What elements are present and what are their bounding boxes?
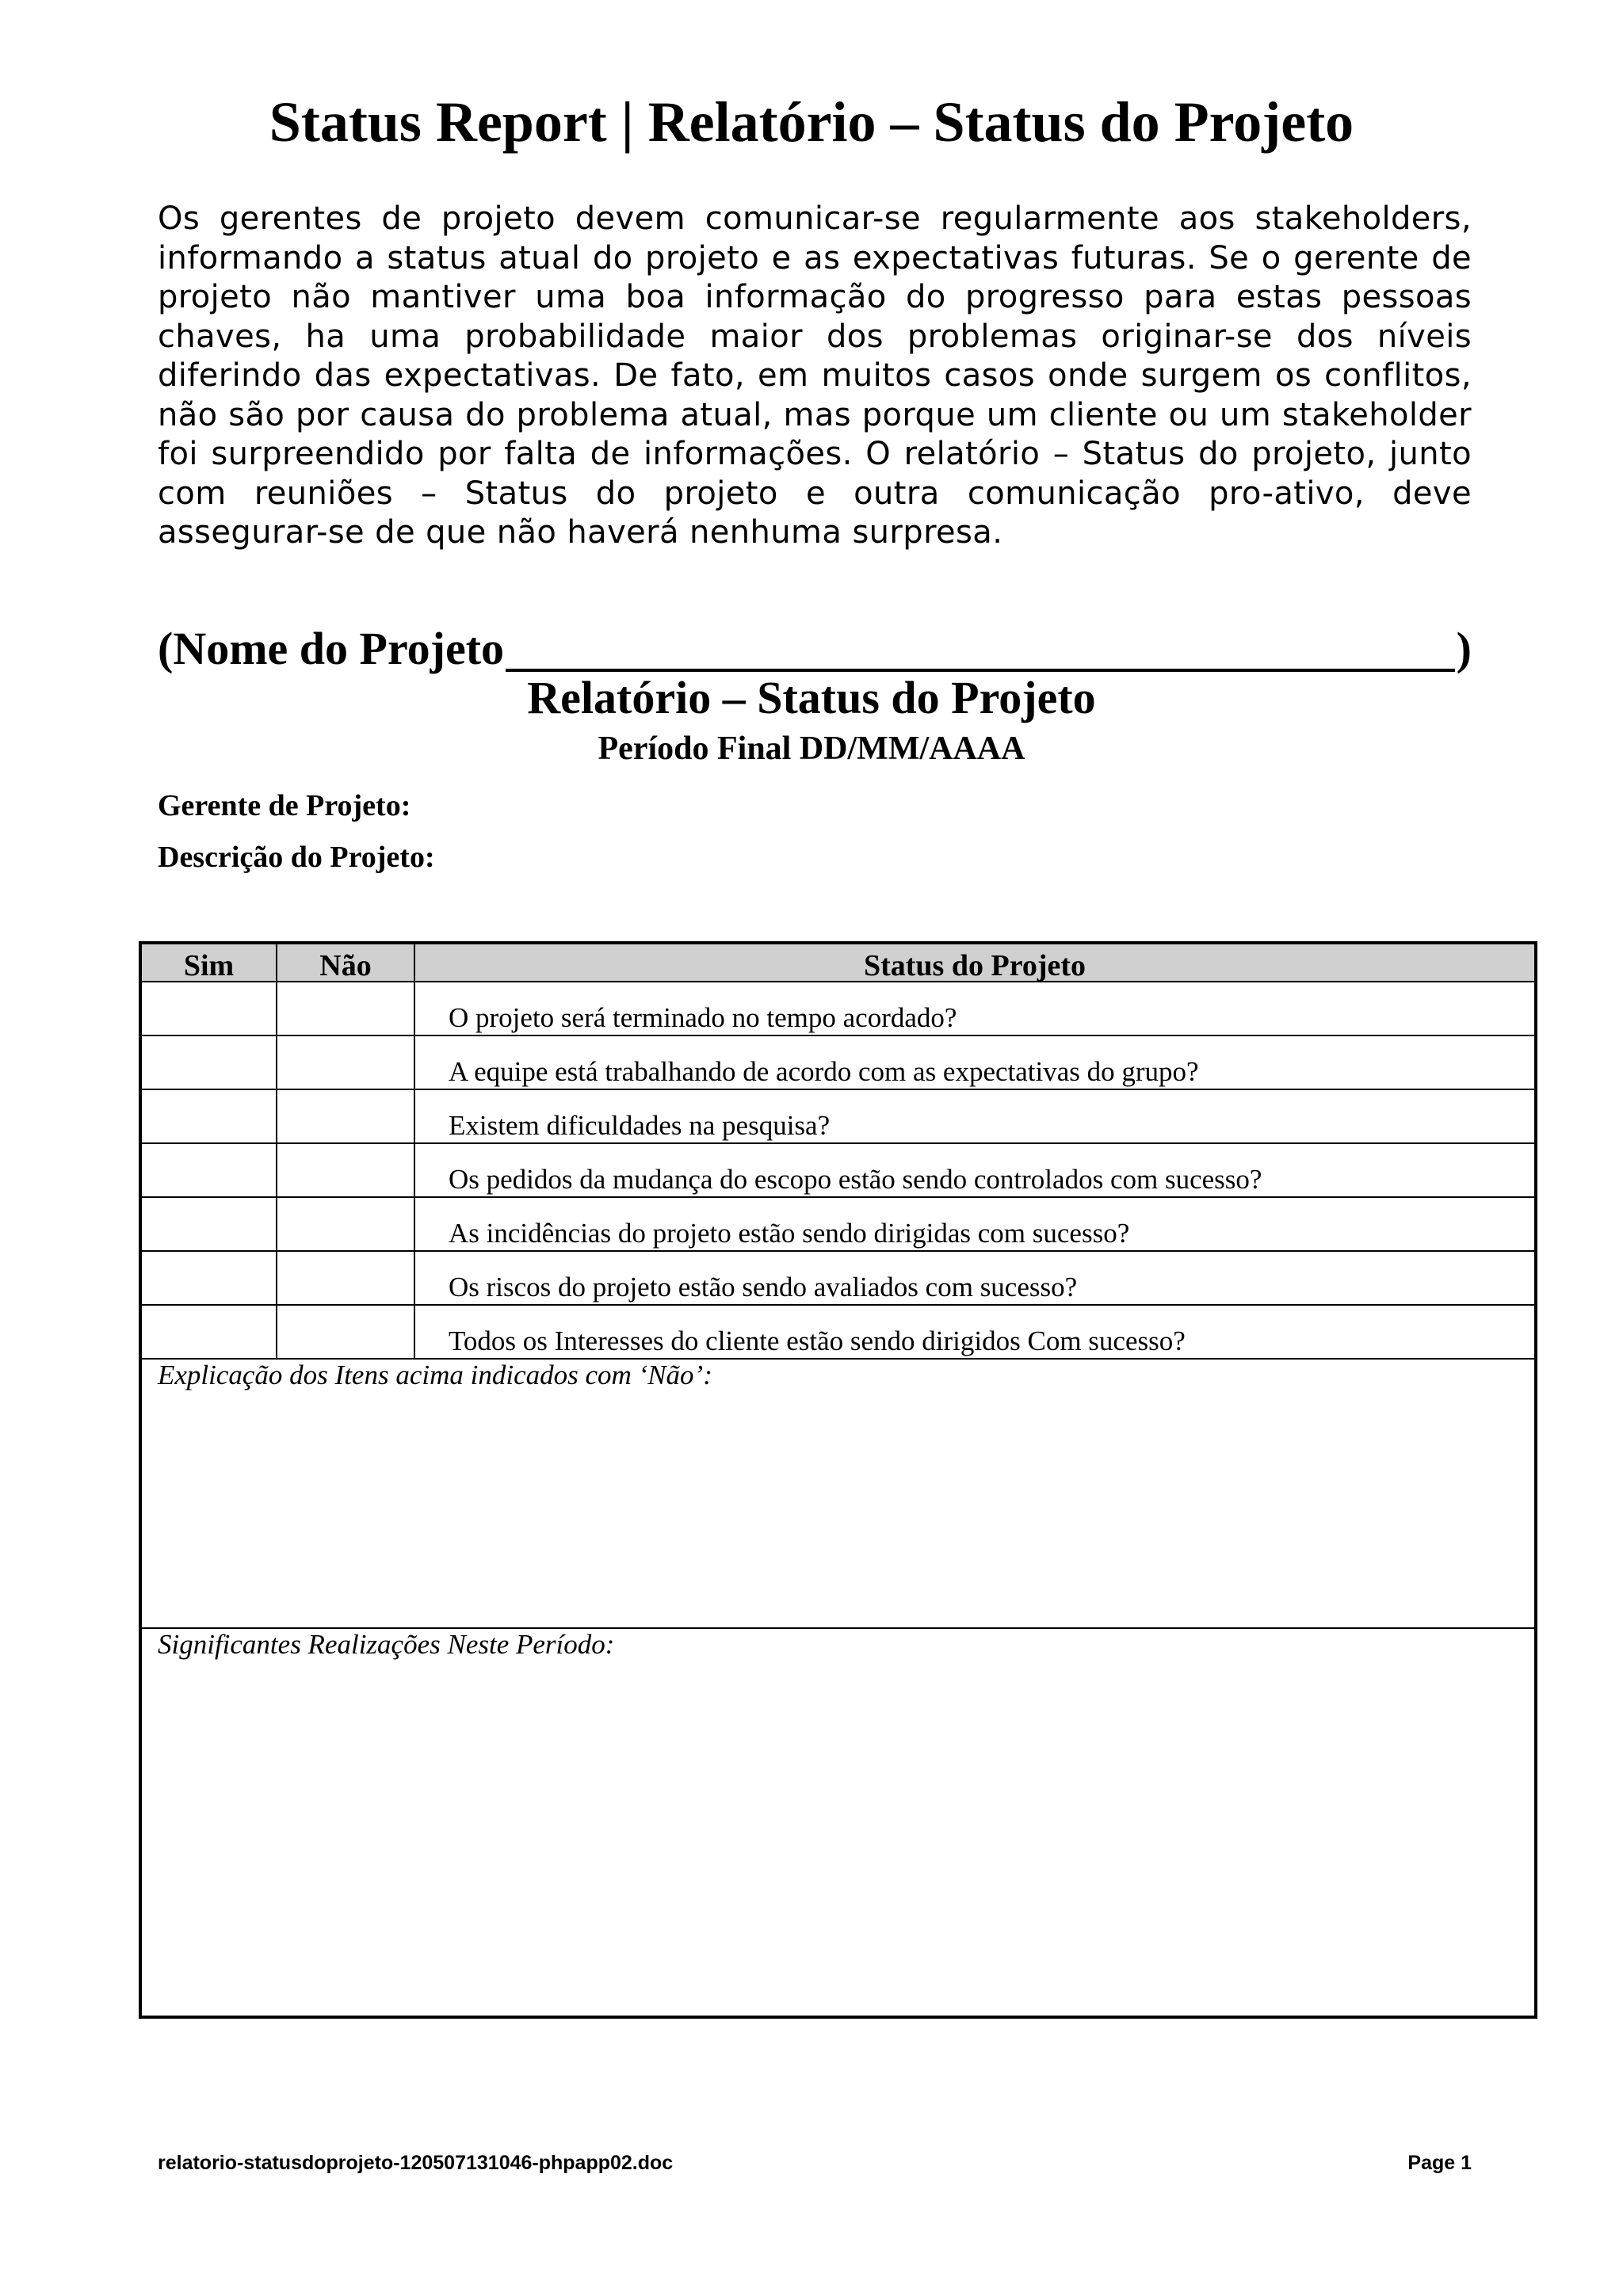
footer-page-number: Page 1 — [1407, 2152, 1472, 2174]
intro-paragraph: Os gerentes de projeto devem comunicar-se regularmente aos stakeholders, informando a status atual do projeto e as expectativas futuras. Se o gerente de projeto não mantiver uma boa informação do progresso para estas pessoas chaves, ha uma probabilidade maior dos problemas originar-se dos níveis diferindo das expectativas. De fato, em muitos casos onde surgem os conflitos, não são por causa do problema atual, mas porque um cliente ou um stakeholder foi surpreendido por falta de informações. O relatório – Status do projeto, junto com reuniões – Status do projeto e outra comunicação pro-ativo, deve assegurar-se de que não haverá nenhuma surpresa. — [158, 200, 1472, 551]
project-name-suffix: ) — [1456, 623, 1472, 674]
yes-checkbox-cell[interactable] — [140, 1089, 277, 1143]
achievements-row — [140, 1628, 1536, 2017]
yes-checkbox-cell[interactable] — [140, 1143, 277, 1197]
explanation-cell[interactable] — [140, 1359, 1536, 1628]
status-question: Existem dificuldades na pesquisa? — [414, 1089, 1536, 1143]
explanation-label: Explicação dos Itens acima indicados com ‘Não’: — [158, 1360, 712, 1390]
project-name-field — [158, 620, 1472, 672]
no-checkbox-cell[interactable] — [277, 1143, 414, 1197]
yes-checkbox-cell[interactable] — [140, 1197, 277, 1251]
table-row — [140, 1251, 1536, 1305]
project-manager-label: Gerente de Projeto: — [158, 789, 411, 822]
achievements-label: Significantes Realizações Neste Período: — [158, 1629, 615, 1660]
explanation-row — [140, 1359, 1536, 1628]
no-checkbox-cell[interactable] — [277, 1035, 414, 1089]
table-row — [140, 1305, 1536, 1359]
no-checkbox-cell[interactable] — [277, 1197, 414, 1251]
status-question: Todos os Interesses do cliente estão sendo dirigidos Com sucesso? — [414, 1305, 1536, 1359]
table-header-row — [140, 943, 1536, 982]
achievements-cell[interactable] — [140, 1628, 1536, 2017]
table-row — [140, 982, 1536, 1035]
header-yes: Sim — [140, 943, 277, 982]
status-question: O projeto será terminado no tempo acordado? — [414, 982, 1536, 1035]
yes-checkbox-cell[interactable] — [140, 982, 277, 1035]
footer-filename: relatorio-statusdoprojeto-120507131046-phpapp02.doc — [158, 2152, 674, 2174]
no-checkbox-cell[interactable] — [277, 1305, 414, 1359]
status-question: As incidências do projeto estão sendo dirigidas com sucesso? — [414, 1197, 1536, 1251]
status-question: Os riscos do projeto estão sendo avaliados com sucesso? — [414, 1251, 1536, 1305]
yes-checkbox-cell[interactable] — [140, 1305, 277, 1359]
yes-checkbox-cell[interactable] — [140, 1251, 277, 1305]
table-row — [140, 1143, 1536, 1197]
report-period: Período Final DD/MM/AAAA — [598, 730, 1025, 767]
table-row — [140, 1089, 1536, 1143]
header-status: Status do Projeto — [414, 943, 1536, 982]
table-row — [140, 1035, 1536, 1089]
no-checkbox-cell[interactable] — [277, 1251, 414, 1305]
report-title: Relatório – Status do Projeto — [527, 672, 1096, 723]
project-description-label: Descrição do Projeto: — [158, 841, 435, 874]
project-name-prefix: (Nome do Projeto — [158, 623, 505, 674]
document-title: Status Report | Relatório – Status do Projeto — [269, 90, 1354, 154]
no-checkbox-cell[interactable] — [277, 1089, 414, 1143]
project-name-blank[interactable] — [506, 620, 1455, 672]
status-question: A equipe está trabalhando de acordo com as expectativas do grupo? — [414, 1035, 1536, 1089]
status-question: Os pedidos da mudança do escopo estão sendo controlados com sucesso? — [414, 1143, 1536, 1197]
header-no: Não — [277, 943, 414, 982]
no-checkbox-cell[interactable] — [277, 982, 414, 1035]
table-row — [140, 1197, 1536, 1251]
yes-checkbox-cell[interactable] — [140, 1035, 277, 1089]
status-table — [139, 941, 1537, 2019]
